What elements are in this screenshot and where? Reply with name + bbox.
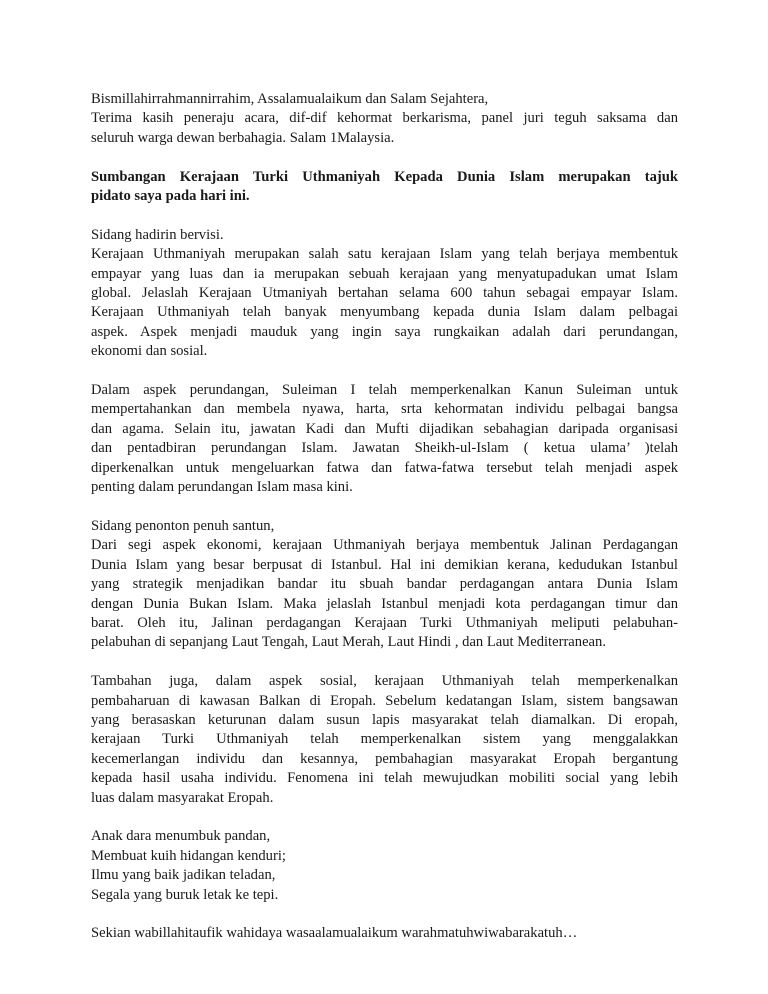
greeting-paragraph [91, 90, 678, 148]
speech-title [91, 168, 678, 207]
pantun-line: Anak dara menumbuk pandan, [91, 828, 271, 845]
paragraph-line: dengan Dunia Bukan Islam. Maka jelaslah Istanbul menjadi kota perdagangan timur dan [91, 595, 678, 612]
paragraph-line: kecemerlangan individu dan kesannya, pembahagian masyarakat Eropah bergantung [91, 750, 678, 767]
paragraph-line: mempertahankan dan membela nyawa, harta, srta kehormatan individu pelbagai bangsa [91, 401, 678, 418]
paragraph-line: kepada hasil usaha individu. Fenomena ini telah mewujudkan mobiliti social yang lebih [91, 770, 678, 787]
paragraph-line: Kerajaan Uthmaniyah merupakan salah satu kerajaan Islam yang telah berjaya membentuk [91, 246, 678, 263]
pantun-line: Ilmu yang baik jadikan teladan, [91, 867, 276, 884]
paragraph-line: yang strategik menjadikan bandar itu sbuah bandar perdagangan antara Dunia Islam [91, 576, 678, 593]
paragraph-line: dan pentadbiran perundangan Islam. Jawatan Sheikh-ul-Islam ( ketua ulama’ )telah [91, 440, 678, 457]
paragraph-line: ekonomi dan sosial. [91, 343, 208, 360]
social-paragraph [91, 672, 678, 808]
speech-text [91, 90, 678, 944]
paragraph-line: Kerajaan Uthmaniyah telah banyak menyumbang kepada dunia Islam dalam pelbagai [91, 304, 678, 321]
intro-paragraph [91, 226, 678, 362]
paragraph-line: dan agama. Selain itu, jawatan Kadi dan Mufti dijadikan sebahagian daripada organisasi [91, 420, 678, 437]
paragraph-line: yang berasaskan keturunan dalam susun lapis masyarakat telah diamalkan. Di eropah, [91, 711, 678, 728]
paragraph-line: Dalam aspek perundangan, Suleiman I telah memperkenalkan Kanun Suleiman untuk [91, 382, 678, 399]
pantun-line: Membuat kuih hidangan kenduri; [91, 847, 286, 864]
paragraph-line: pelabuhan di sepanjang Laut Tengah, Laut Merah, Laut Hindi , dan Laut Mediterranean. [91, 634, 606, 651]
title-line: Sumbangan Kerajaan Turki Uthmaniyah Kepada Dunia Islam merupakan tajuk [91, 168, 678, 185]
paragraph-line: global. Jelaslah Kerajaan Utmaniyah bertahan selama 600 tahun sebagai empayar Islam. [91, 285, 678, 302]
paragraph-line: diperkenalkan untuk mengeluarkan fatwa dan fatwa-fatwa tersebut telah menjadi aspek [91, 459, 678, 476]
economy-paragraph [91, 517, 678, 653]
paragraph-line: pembaharuan di kawasan Balkan di Eropah. Sebelum kedatangan Islam, sistem bangsawan [91, 692, 678, 709]
paragraph-line: luas dalam masyarakat Eropah. [91, 789, 274, 806]
greeting-line: seluruh warga dewan berbahagia. Salam 1Malaysia. [91, 129, 395, 146]
paragraph-line: Dari segi aspek ekonomi, kerajaan Uthmaniyah berjaya membentuk Jalinan Perdagangan [91, 537, 678, 554]
greeting-line: Terima kasih peneraju acara, dif-dif kehormat berkarisma, panel juri teguh saksama dan [91, 110, 678, 127]
greeting-line: Bismillahirrahmannirrahim, Assalamualaikum dan Salam Sejahtera, [91, 91, 489, 107]
law-paragraph [91, 381, 678, 497]
paragraph-line: barat. Oleh itu, Jalinan perdagangan Kerajaan Turki Uthmaniyah meliputi pelabuhan- [91, 614, 678, 631]
closing-line: Sekian wabillahitaufik wahidaya wasaalamualaikum warahmatuhwiwabarakatuh… [91, 925, 578, 942]
paragraph-line: aspek. Aspek menjadi mauduk yang ingin saya rungkaikan adalah dari perundangan, [91, 323, 678, 340]
salutation: Sidang hadirin bervisi. [91, 226, 224, 243]
paragraph-line: Dunia Islam yang besar berpusat di Istanbul. Hal ini demikian kerana, kedudukan Istanbul [91, 556, 678, 573]
pantun-line: Segala yang buruk letak ke tepi. [91, 886, 279, 903]
pantun-verse [91, 827, 678, 905]
paragraph-line: Tambahan juga, dalam aspek sosial, kerajaan Uthmaniyah telah memperkenalkan [91, 673, 678, 690]
salutation: Sidang penonton penuh santun, [91, 517, 275, 534]
paragraph-line: kerajaan Turki Uthmaniyah telah memperkenalkan sistem yang menggalakkan [91, 731, 678, 748]
paragraph-line: empayar yang luas dan ia merupakan sebuah kerajaan yang menyatupadukan umat Islam [91, 265, 678, 282]
title-line: pidato saya pada hari ini. [91, 188, 250, 205]
paragraph-line: penting dalam perundangan Islam masa kini. [91, 479, 353, 496]
